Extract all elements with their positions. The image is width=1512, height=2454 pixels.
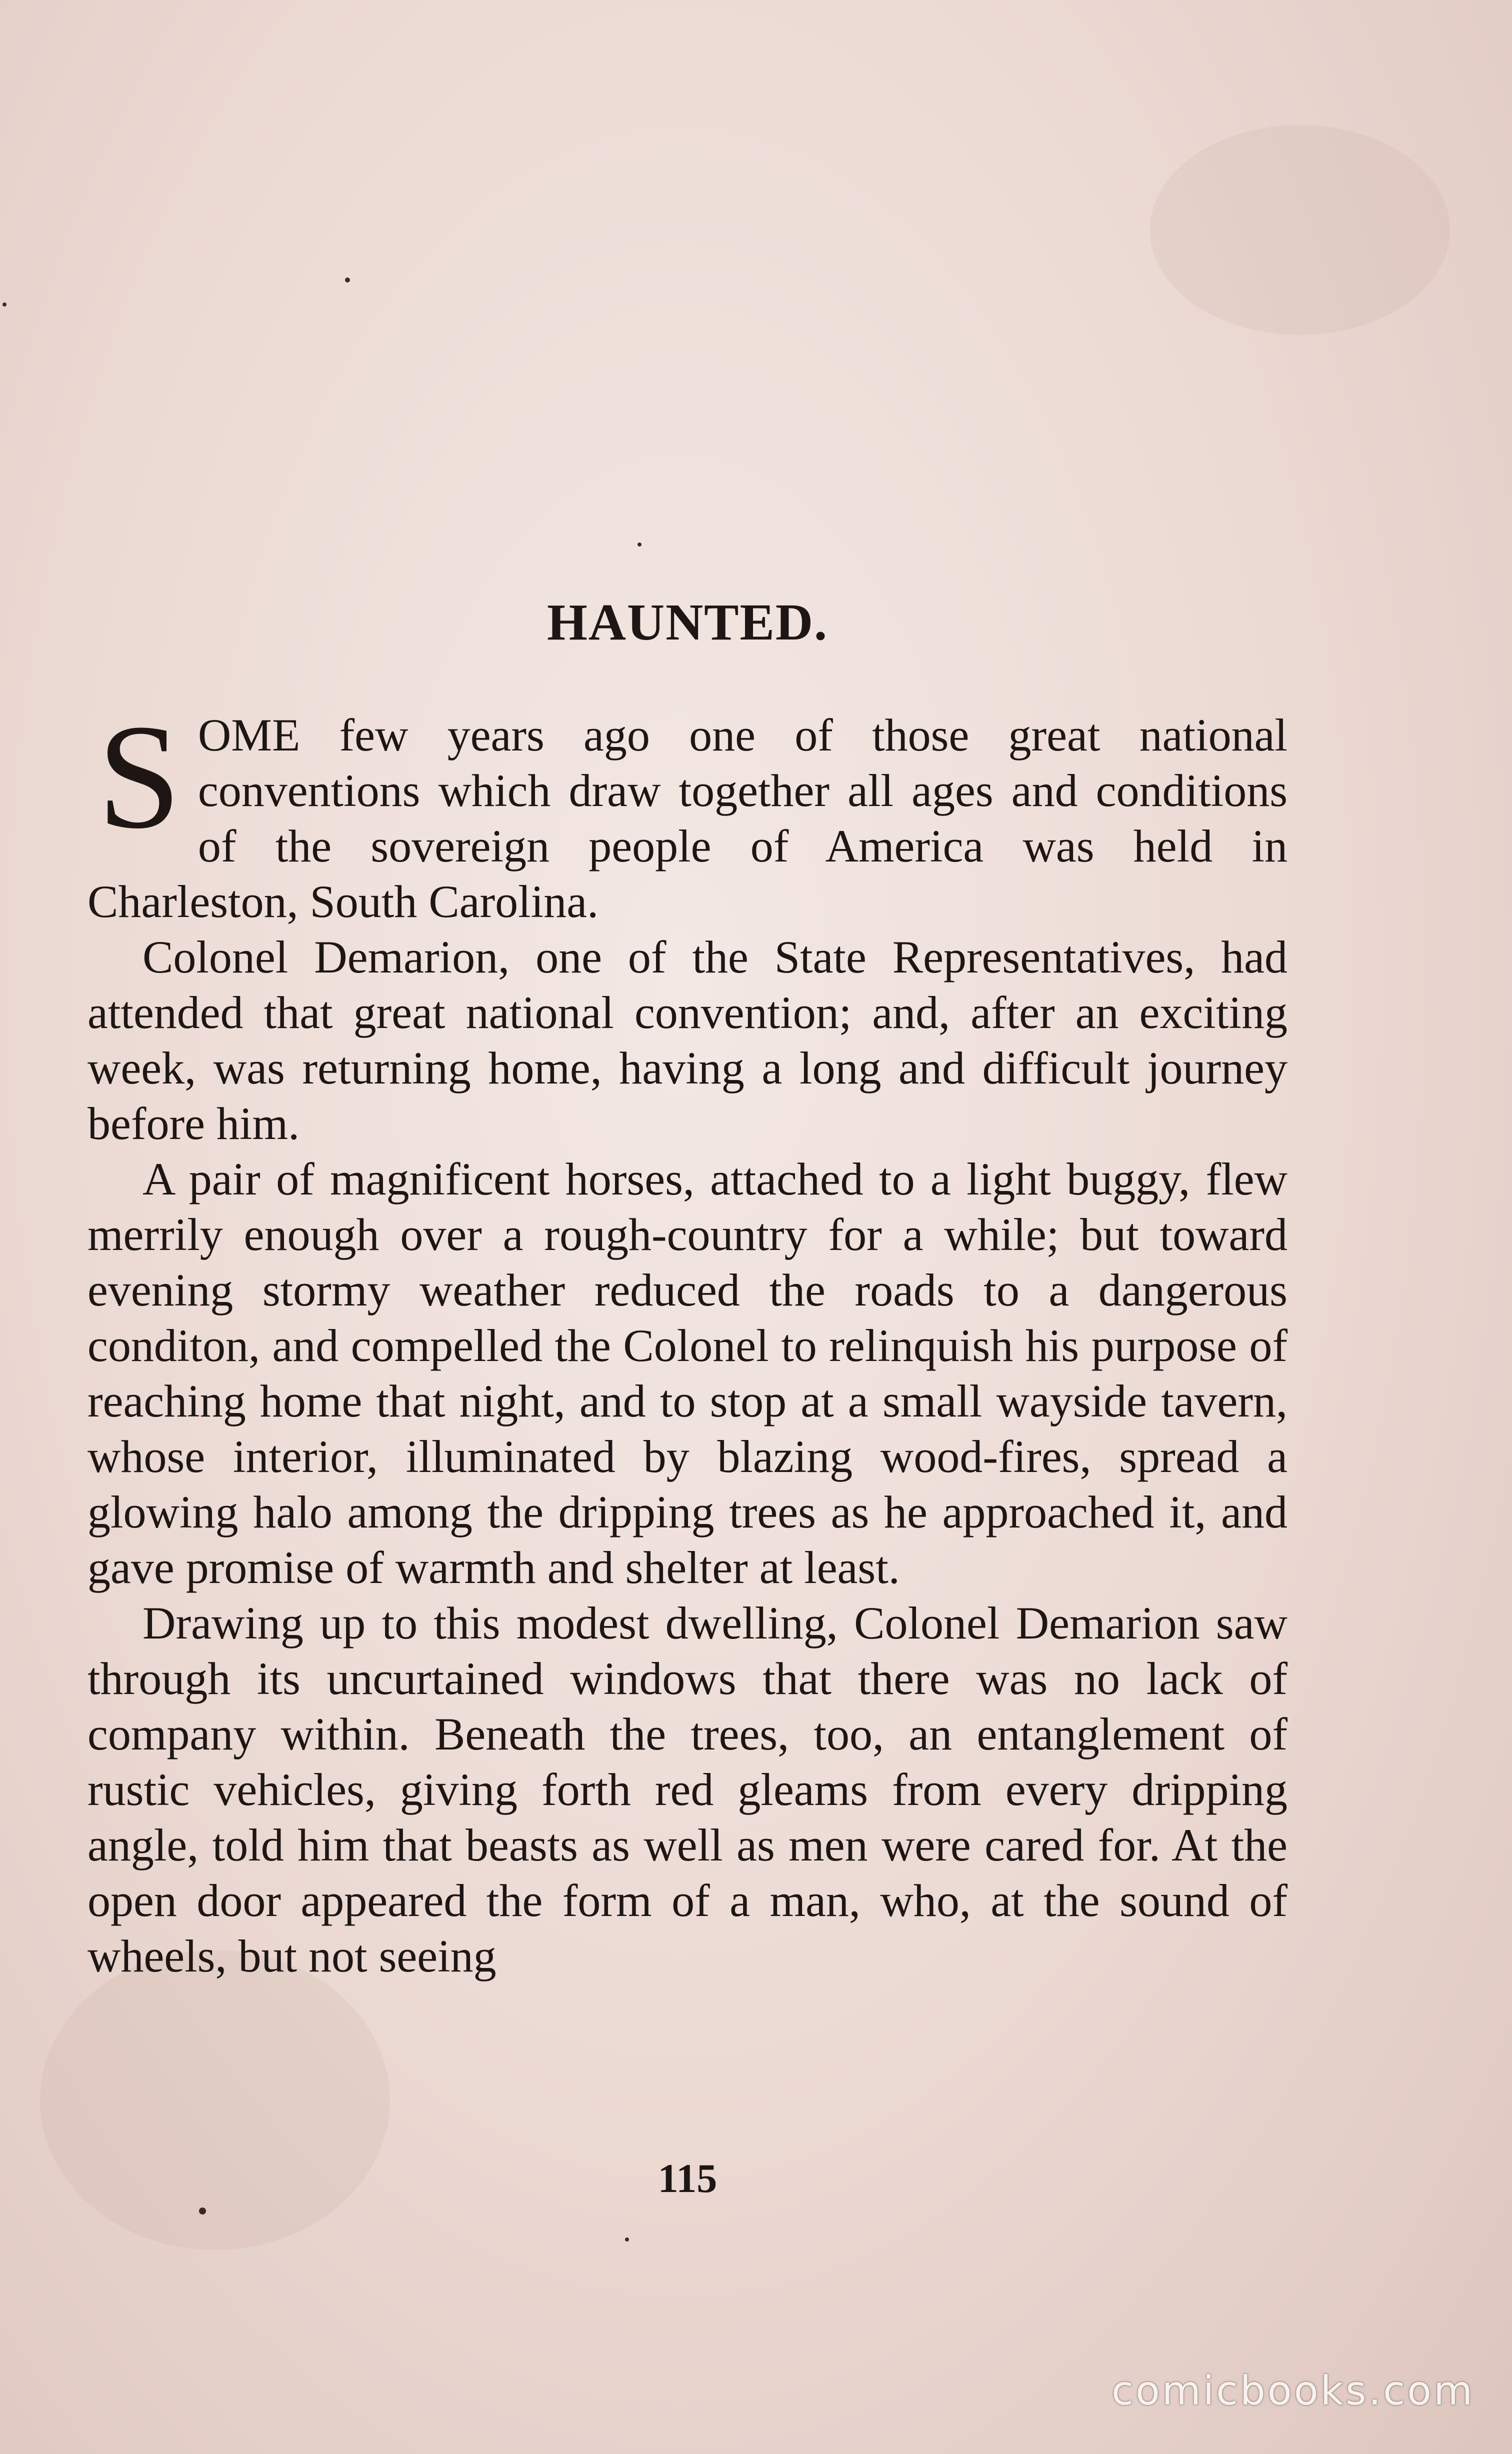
watermark: comicbooks.com [1111, 2368, 1474, 2414]
paper-speck [199, 2208, 206, 2214]
drop-cap: S [98, 694, 181, 860]
paper-speck [625, 2238, 629, 2242]
paragraph-text: OME few years ago one of those great national conventions which draw together all ages and conditions of the sovereign people of America was held in Charleston, South Carolina. [88, 710, 1288, 927]
chapter-title: HAUNTED. [546, 594, 828, 651]
paper-speck [2, 302, 6, 306]
paper-stain [1150, 125, 1450, 335]
paragraph [88, 694, 1288, 930]
chapter-body [88, 694, 1288, 1984]
paper-speck [638, 542, 642, 546]
paragraph: Drawing up to this modest dwelling, Colonel Demarion saw through its uncurtained windows that there was no lack of company within. Beneath the trees, too, an entanglement of rustic vehicles, giving forth red gleams from every dripping angle, told him that beasts as well as men were cared for. At the open door appeared the form of a man, who, at the sound of wheels, but not seeing [88, 1598, 1288, 1982]
paragraph: A pair of magnificent horses, attached to a light buggy, flew merrily enough over a rough-country for a while; but toward evening stormy weather reduced the roads to a dangerous conditon, and compelled the Colonel to relinquish his purpose of reaching home that night, and to stop at a small wayside tavern, whose interior, illuminated by blazing wood-fires, spread a glowing halo among the dripping trees as he approached it, and gave promise of warmth and shelter at least. [88, 1154, 1288, 1593]
paper-speck [345, 278, 350, 282]
paragraph: Colonel Demarion, one of the State Representatives, had attended that great national convention; and, after an exciting week, was returning home, having a long and difficult journey before him. [88, 932, 1288, 1149]
page-number: 115 [658, 2156, 718, 2201]
paper-stain [40, 1950, 390, 2250]
